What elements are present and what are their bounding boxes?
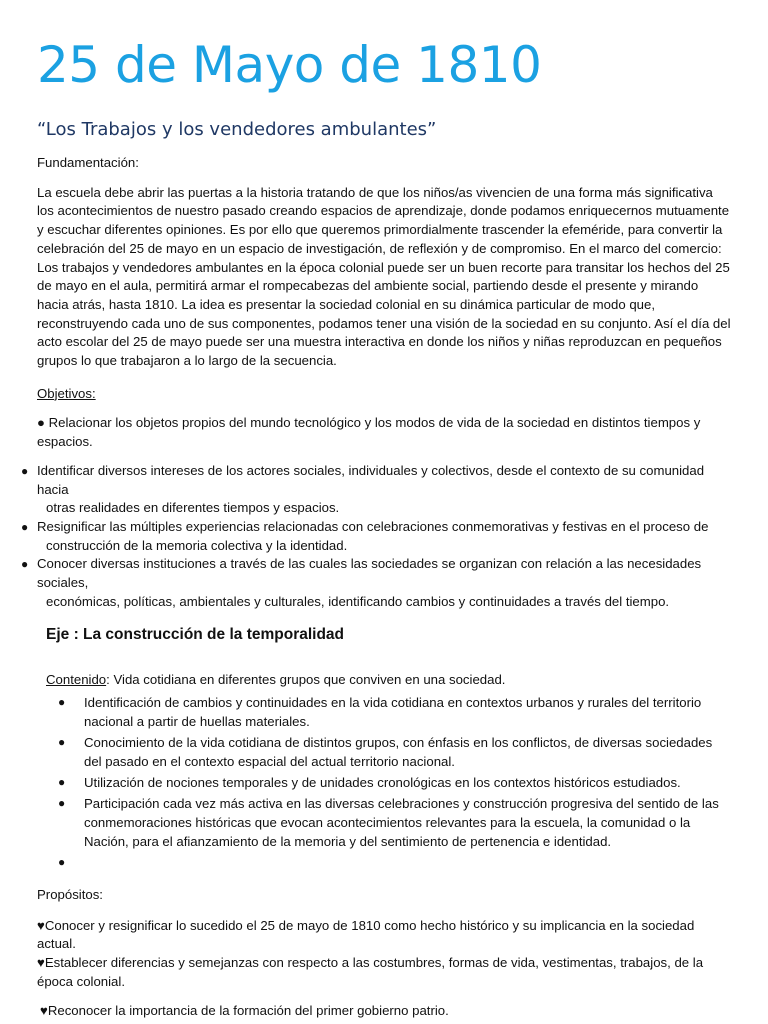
list-item (58, 733, 732, 772)
proposito-item: ♥Conocer y resignificar lo sucedido el 25 de mayo de 1810 como hecho histórico y su implicancia en la sociedad actual. (37, 917, 695, 952)
bullet-icon: ● (58, 795, 66, 810)
bullet-icon: ● (58, 854, 66, 869)
list-item-line1: Conocer diversas instituciones a través de las cuales las sociedades se organizan con relación a las necesidades sociales, (37, 556, 702, 591)
list-item (21, 518, 732, 555)
list-item-line2: otras realidades en diferentes tiempos y espacios. (46, 500, 340, 516)
contenido-text: : Vida cotidiana en diferentes grupos que conviven en una sociedad. (106, 672, 506, 688)
list-item-text: Identificación de cambios y continuidades en la vida cotidiana en contextos urbanos y rurales del territorio nacional a partir de huellas materiales. (84, 695, 702, 730)
bullet-icon: ● (21, 519, 29, 534)
contenido-list (37, 693, 732, 872)
list-item-empty (58, 853, 732, 872)
list-item-text: Conocimiento de la vida cotidiana de distintos grupos, con énfasis en los conflictos, de diversas sociedades del pasado en el contexto espacial del actual territorio nacional. (84, 735, 713, 770)
bullet-icon: ● (58, 735, 66, 750)
list-item-line2: económicas, políticas, ambientales y culturales, identificando cambios y continuidades a través del tiempo. (46, 593, 670, 609)
proposito-item: ♥Establecer diferencias y semejanzas con respecto a las costumbres, formas de vida, vestimentas, trabajos, de la época colonial. (37, 955, 704, 989)
fundamentacion-label: Fundamentación: (37, 155, 139, 170)
contenido-label: Contenido (46, 672, 107, 688)
list-item (58, 794, 732, 852)
document-subtitle: “Los Trabajos y los vendedores ambulantes” (37, 119, 437, 140)
objetivos-list (21, 462, 732, 612)
list-item (21, 462, 732, 518)
list-item-text: Participación cada vez más activa en las diversas celebraciones y construcción progresiva del sentido de las conmemoraciones históricas que evocan acontecimientos relevantes para la escuela, la comunidad o la Nación, para el afianzamiento de la memoria y del sentimiento de pertenencia e identidad. (84, 795, 719, 850)
objetivos-label: Objetivos: (37, 385, 96, 401)
proposito-item-last: ♥Reconocer la importancia de la formación del primer gobierno patrio. (40, 1002, 449, 1018)
propositos-label: Propósitos: (37, 887, 103, 903)
contenido-line (46, 671, 732, 690)
list-item-text (84, 855, 88, 870)
fundamentacion-text: La escuela debe abrir las puertas a la historia tratando de que los niños/as vivencien de una forma más significativa los acontecimientos de nuestro pasado creando espacios de aprendizaje, donde podamos enriquecernos mutuamente y escuchar diferentes opiniones. Es por ello que queremos primordialmente trascender la efeméride, para convertir la celebración del 25 de mayo en un espacio de investigación, de reflexión y de compromiso. En el marco del comercio: Los trabajos y vendedores ambulantes en la época colonial puede ser un buen recorte para transitar los hechos del 25 de mayo en el aula, permitirá armar el rompecabezas del ambiente social, partiendo desde el presente y mirando hacia atrás, hasta 1810. La idea es presentar la sociedad colonial en su dinámica particular de modo que, reconstruyendo cada uno de sus componentes, podamos tener una visión de la sociedad en su conjunto. Así el día del acto escolar del 25 de mayo puede ser una muestra interactiva en donde los niños y niñas reproduzcan en pequeños grupos lo que trabajaron a lo largo de la secuencia. (37, 184, 731, 369)
bullet-icon: ● (21, 463, 29, 478)
bullet-icon: ● (58, 695, 66, 710)
document-title: 25 de Mayo de 1810 (37, 36, 542, 94)
eje-heading: Eje : La construcción de la temporalidad (46, 626, 345, 644)
list-item (58, 773, 732, 792)
list-item-line1: Resignificar las múltiples experiencias relacionadas con celebraciones conmemorativas y festivas en el proceso de (37, 518, 709, 534)
bullet-icon: ● (58, 774, 66, 789)
list-item (21, 555, 732, 611)
list-item-text: Utilización de nociones temporales y de unidades cronológicas en los contextos históricos estudiados. (84, 774, 681, 790)
bullet-icon: ● (21, 557, 29, 572)
objetivo-first: ● Relacionar los objetos propios del mundo tecnológico y los modos de vida de la sociedad en distintos tiempos y espacios. (37, 415, 701, 450)
list-item (58, 693, 732, 732)
list-item-line1: Identificar diversos intereses de los actores sociales, individuales y colectivos, desde el contexto de su comunidad hacia (37, 462, 705, 497)
list-item-line2: construcción de la memoria colectiva y la identidad. (46, 537, 348, 553)
